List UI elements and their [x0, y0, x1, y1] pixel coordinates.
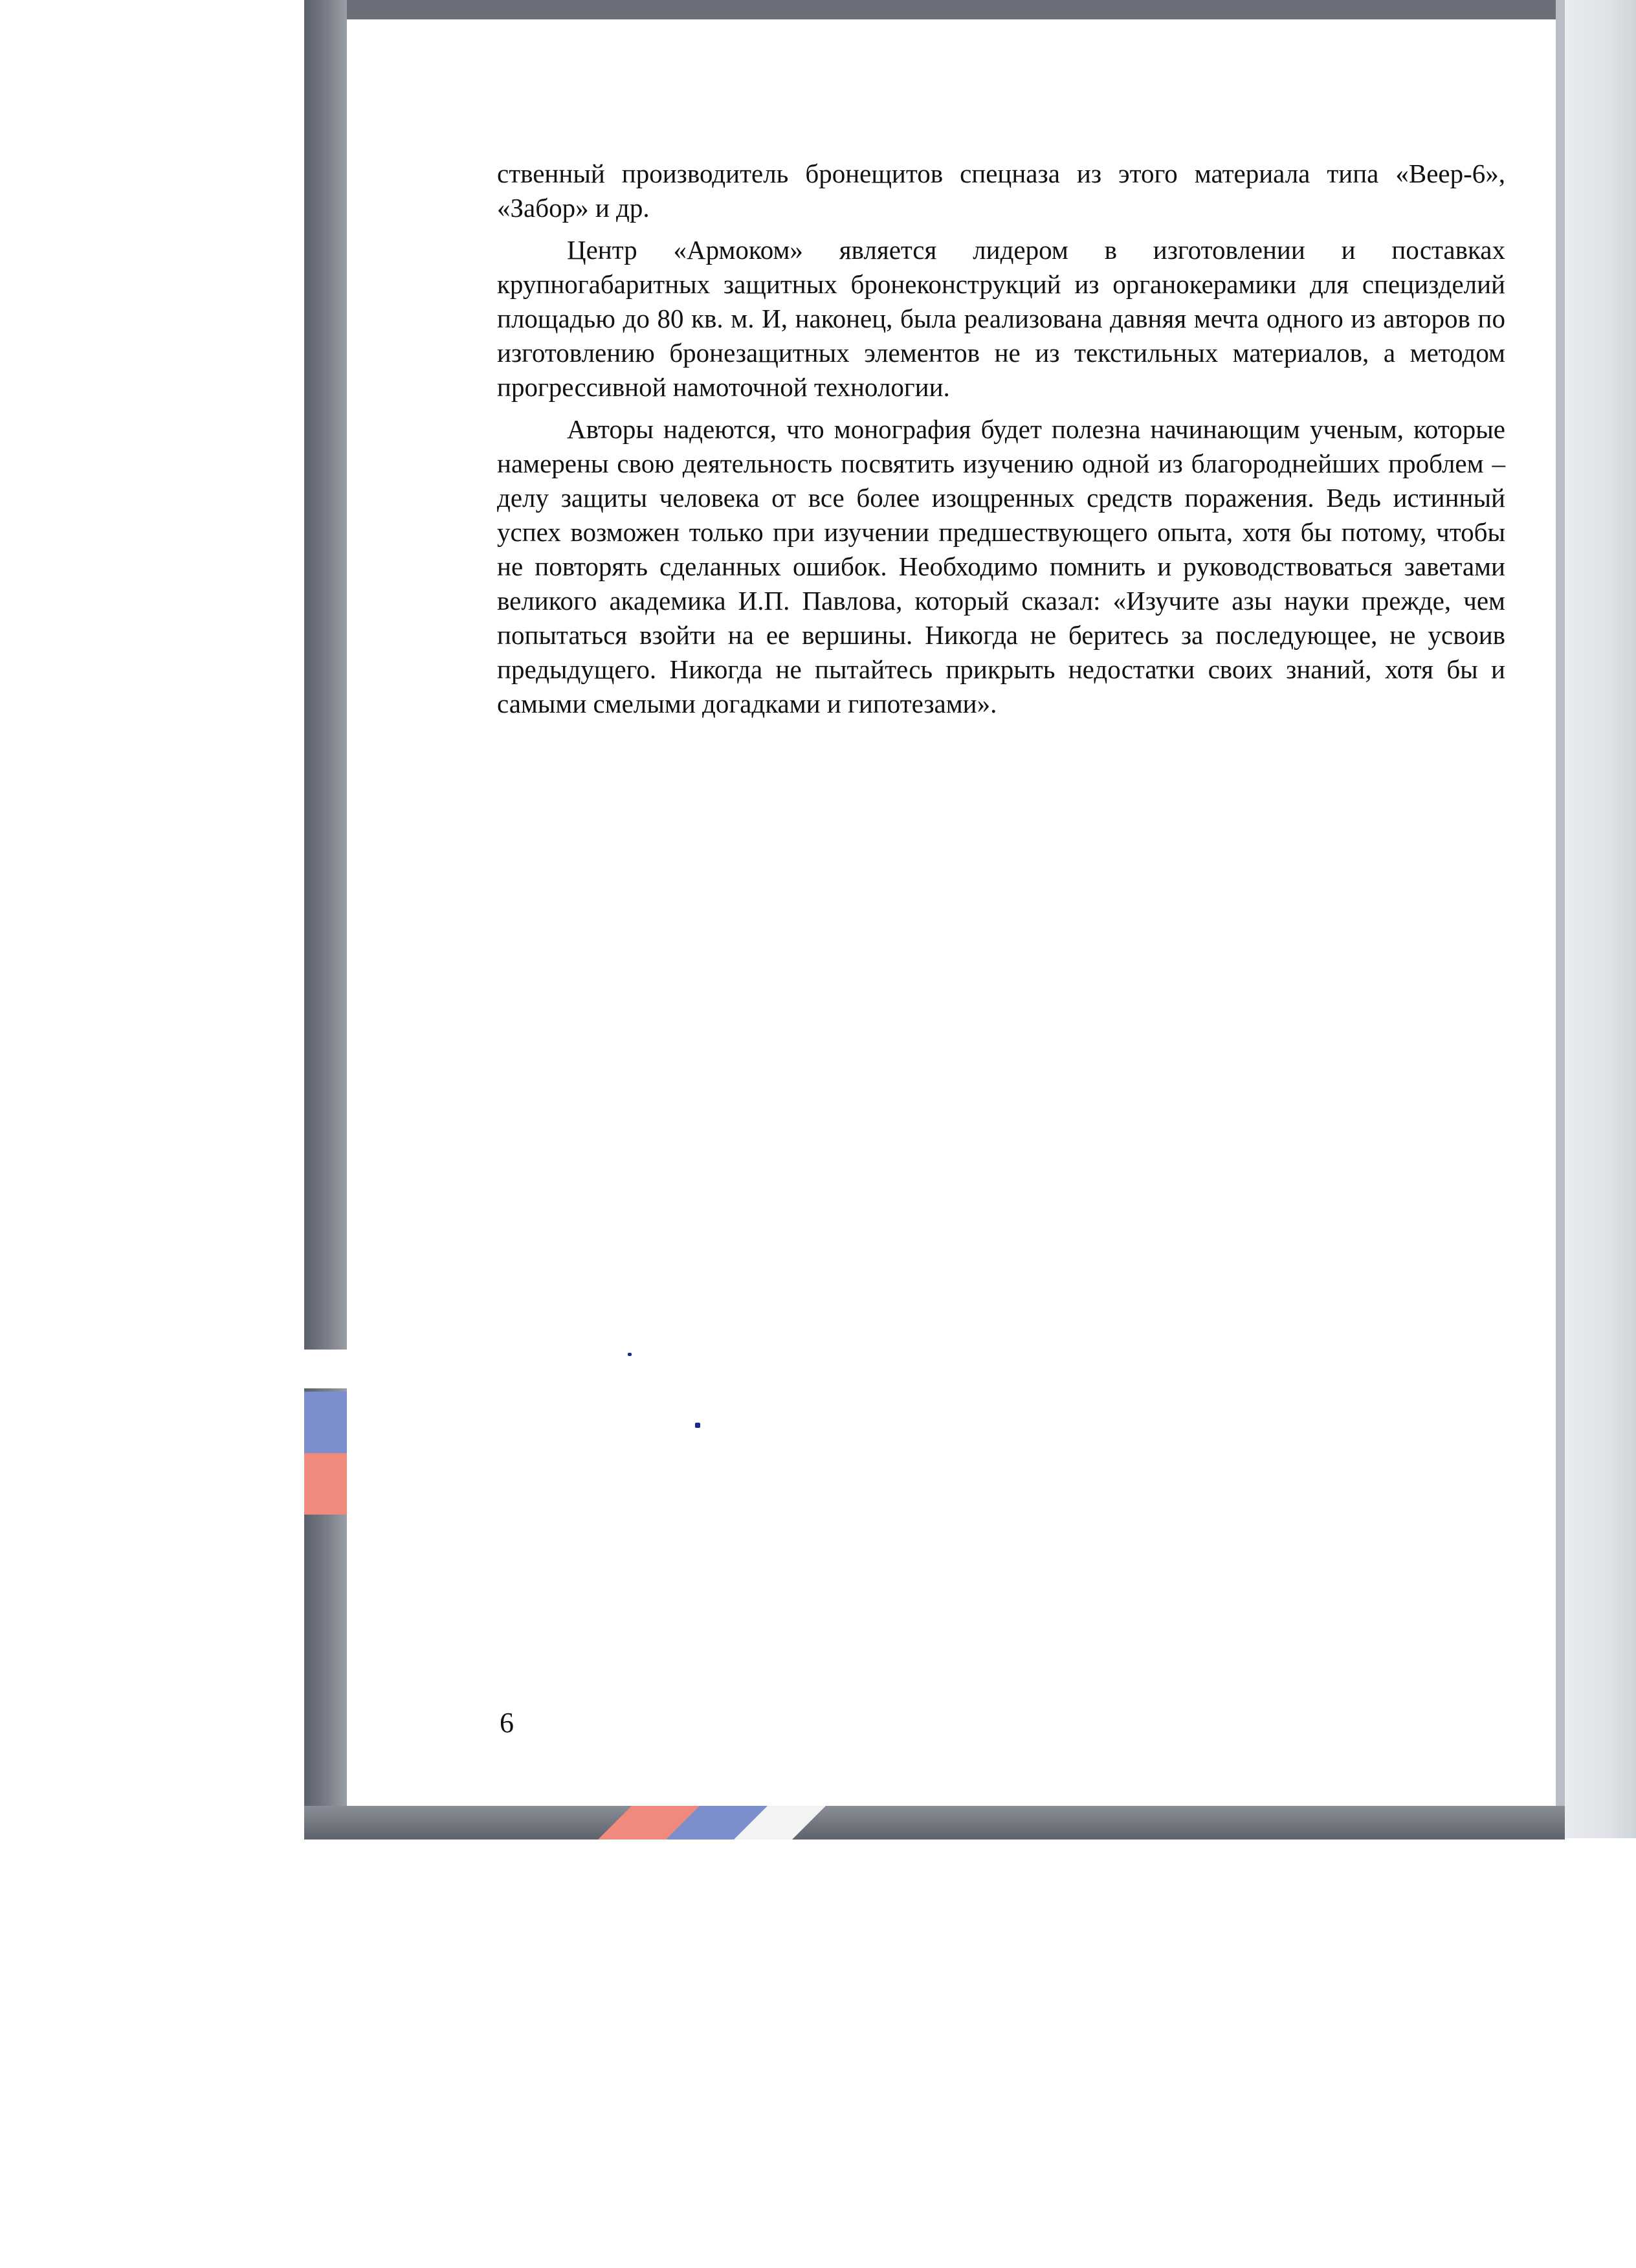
page-number: 6: [500, 1707, 514, 1739]
flag-stripe-blue: [304, 1392, 349, 1453]
scan-speck: [628, 1353, 632, 1356]
flag-stripe-red: [304, 1453, 349, 1515]
cover-right-strip: [1556, 0, 1565, 1838]
cover-bottom-edge: [304, 1806, 1565, 1840]
body-text: [497, 157, 1505, 729]
cover-top-edge: [304, 0, 1565, 19]
ink-mark: [695, 1423, 700, 1428]
spine-notch: [304, 1350, 349, 1388]
book-page: [347, 19, 1556, 1806]
paragraph-armokom: Центр «Армоком» является лидером в изготовлении и поставках крупногабаритных защитных бронеконструкций из органокерамики для специзделий площадью до 80 кв. м. И, наконец, была реализована давняя мечта одного из авторов по изготовлению бронезащитных элементов не из текстильных материалов, а методом прогрессивной намоточной технологии.: [497, 235, 1505, 402]
cover-right-edge: [1565, 0, 1636, 1838]
cover-spine: [304, 0, 347, 1838]
paragraph-continuation: ственный производитель бронещитов спецназа из этого материала типа «Веер-6», «Забор» и др.: [497, 159, 1505, 223]
paragraph-authors: Авторы надеются, что монография будет полезна начинающим ученым, которые намерены свою деятельность посвятить изучению одной из благороднейших проблем – делу защиты человека от все более изощренных средств поражения. Ведь истинный успех возможен только при изучении предшествующего опыта, хотя бы потому, чтобы не повторять сделанных ошибок. Необходимо помнить и руководствоваться заветами великого академика И.П. Павлова, который сказал: «Изучите азы науки прежде, чем попытаться взойти на ее вершины. Никогда не беритесь за последующее, не усвоив предыдущего. Никогда не пытайтесь прикрыть недостатки своих знаний, хотя бы и самыми смелыми догадками и гипотезами».: [497, 414, 1505, 718]
